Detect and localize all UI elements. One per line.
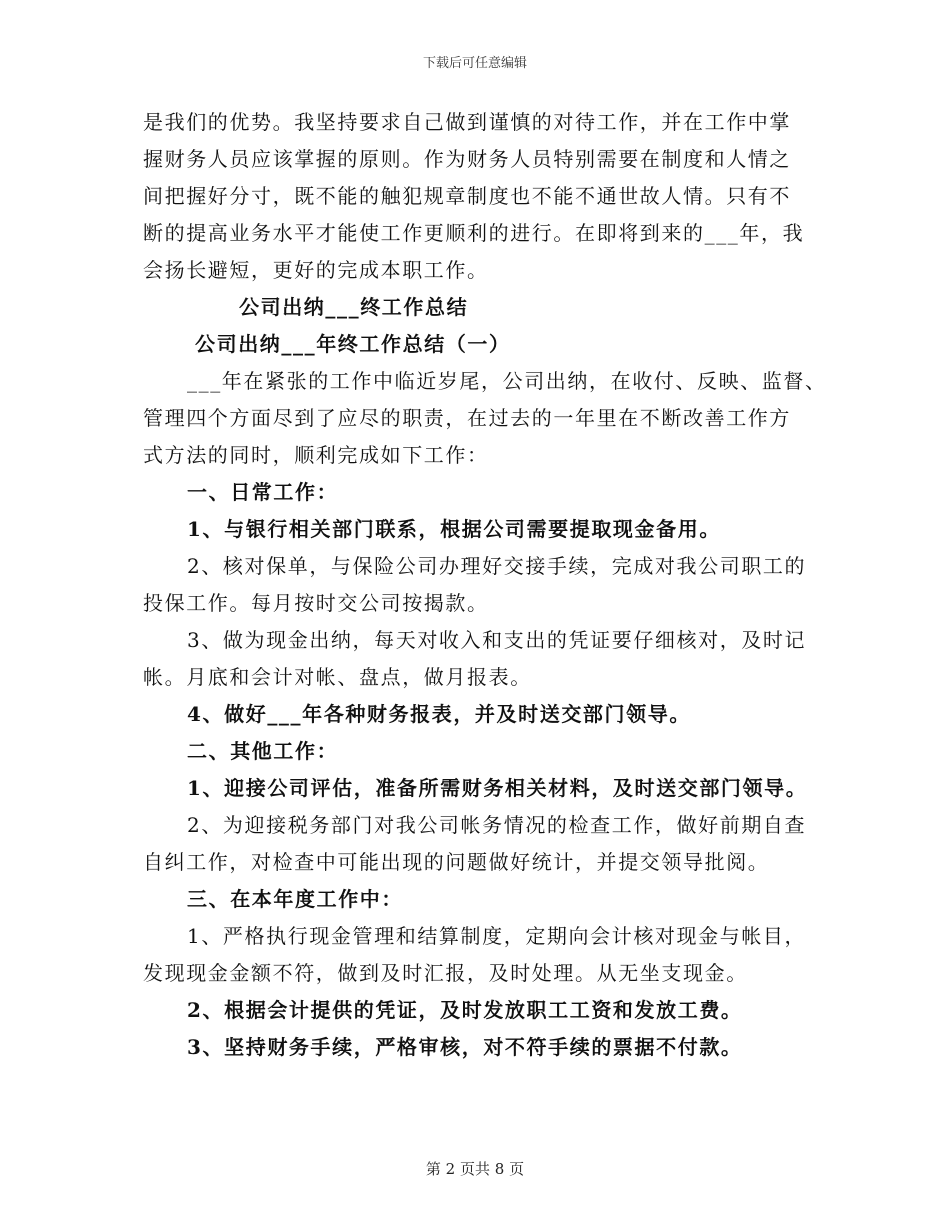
list-item-continuation: 发现现金金额不符，做到及时汇报，及时处理。从无坐支现金。 (143, 961, 748, 985)
heading-annual-work: 三、在本年度工作中： (187, 887, 403, 911)
list-item: 4、做好___年各种财务报表，并及时送交部门领导。 (187, 702, 691, 726)
paragraph-line: 会扬长避短，更好的完成本职工作。 (143, 258, 489, 282)
list-item: 2、根据会计提供的凭证，及时发放职工工资和发放工费。 (187, 998, 743, 1022)
list-item: 2、核对保单，与保险公司办理好交接手续，完成对我公司职工的 (187, 554, 807, 578)
heading-daily-work: 一、日常工作： (187, 480, 339, 504)
list-item-continuation: 投保工作。每月按时交公司按揭款。 (143, 591, 489, 615)
paragraph-line: 管理四个方面尽到了应尽的职责，在过去的一年里在不断改善工作方 (143, 406, 791, 430)
list-item: 1、迎接公司评估，准备所需财务相关材料，及时送交部门领导。 (187, 776, 808, 800)
list-item-continuation: 帐。月底和会计对帐、盘点，做月报表。 (143, 665, 532, 689)
paragraph-line: ___年在紧张的工作中临近岁尾，公司出纳，在收付、反映、监督、 (187, 369, 827, 393)
document-body (143, 104, 827, 1066)
list-item: 3、做为现金出纳，每天对收入和支出的凭证要仔细核对，及时记 (187, 628, 807, 652)
section-title: 公司出纳___终工作总结 (239, 295, 469, 319)
list-item: 1、严格执行现金管理和结算制度，定期向会计核对现金与帐目， (187, 924, 807, 948)
paragraph-line: 间把握好分寸，既不能的触犯规章制度也不能不通世故人情。只有不 (143, 184, 791, 208)
document-title: 公司出纳___年终工作总结（一） (195, 332, 511, 356)
paragraph-line: 式方法的同时，顺利完成如下工作： (143, 443, 489, 467)
list-item: 1、与银行相关部门联系，根据公司需要提取现金备用。 (187, 517, 721, 541)
list-item-continuation: 自纠工作，对检查中可能出现的问题做好统计，并提交领导批阅。 (143, 850, 770, 874)
paragraph-line: 断的提高业务水平才能使工作更顺利的进行。在即将到来的___年，我 (143, 221, 805, 245)
page-header-note: 下载后可任意编辑 (422, 56, 527, 71)
heading-other-work: 二、其他工作： (187, 739, 339, 763)
list-item: 2、为迎接税务部门对我公司帐务情况的检查工作，做好前期自查 (187, 813, 807, 837)
paragraph-line: 是我们的优势。我坚持要求自己做到谨慎的对待工作，并在工作中掌 (143, 110, 791, 134)
paragraph-line: 握财务人员应该掌握的原则。作为财务人员特别需要在制度和人情之 (143, 147, 791, 171)
list-item: 3、坚持财务手续，严格审核，对不符手续的票据不付款。 (187, 1035, 743, 1059)
page-number: 第 2 页共 8 页 (425, 1160, 525, 1178)
